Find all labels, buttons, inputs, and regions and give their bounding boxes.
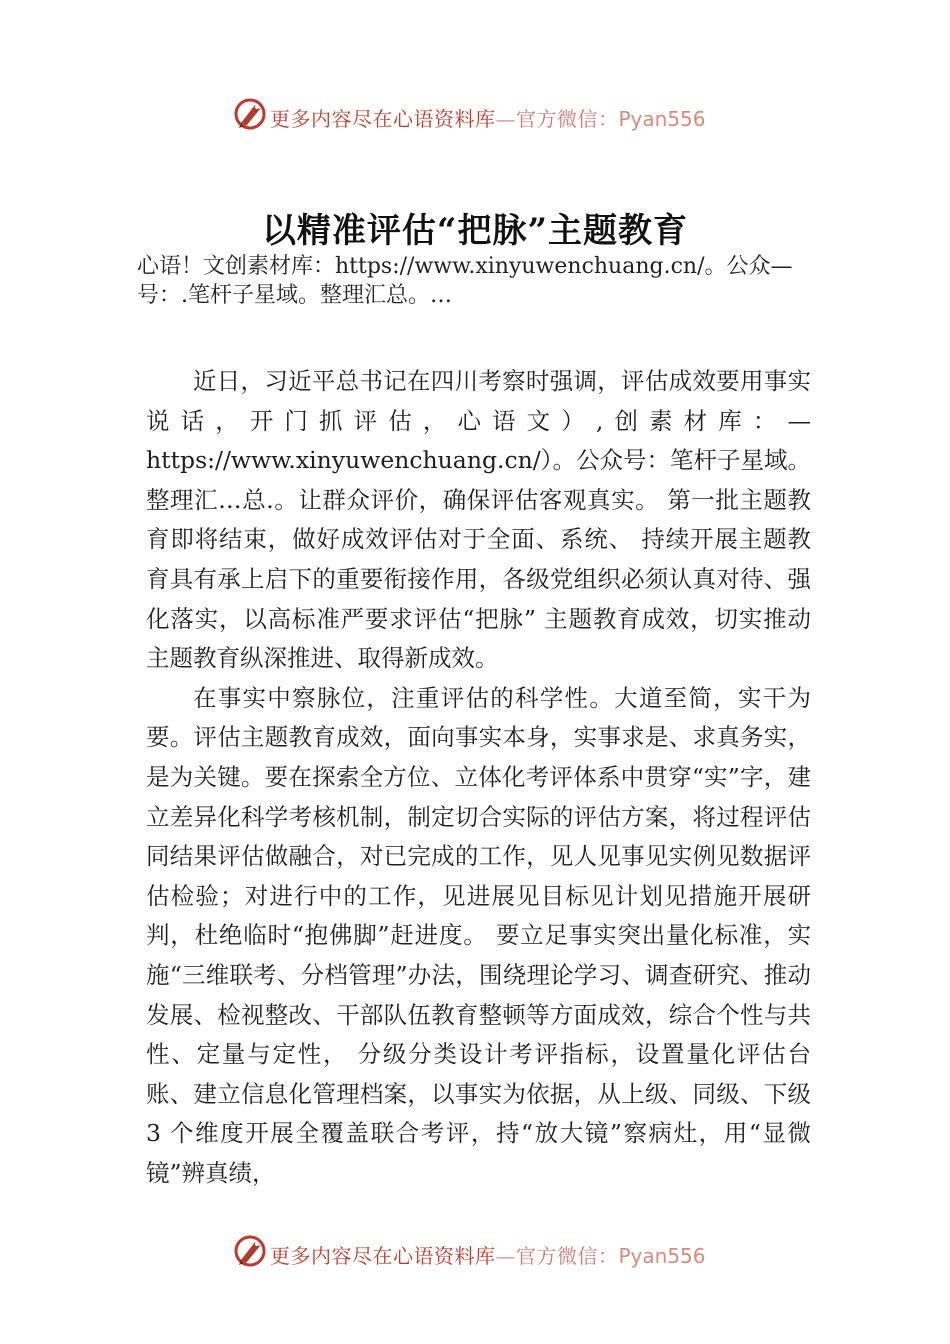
banner-dash: — [495, 1244, 516, 1268]
banner-wechat-id: Pyan556 [618, 1244, 706, 1268]
banner-text [270, 103, 706, 132]
banner-dash: — [495, 107, 516, 131]
banner-text [270, 1240, 706, 1269]
banner-wechat-label: 官方微信： [516, 1244, 619, 1268]
banner-main-text: 更多内容尽在心语资料库 [270, 1244, 496, 1268]
document-title: 以精准评估“把脉”主题教育 [261, 211, 689, 251]
banner-wechat-id: Pyan556 [618, 107, 706, 131]
footer-banner [0, 1232, 950, 1272]
pen-logo-icon [233, 97, 267, 131]
source-line: 心语！文创素材库：https://www.xinyuwenchuang.cn/。公众—号：.笔杆子星域。整理汇总。… [137, 254, 793, 308]
banner-wechat-label: 官方微信： [516, 107, 619, 131]
pen-logo-icon [233, 1234, 267, 1268]
paragraph-1: 近日，习近平总书记在四川考察时强调，评估成效要用事实说话，开门抓评估，心语文）,创素材库：—https://www.xinyuwenchuang.cn/）。公众号：笔杆子星域。整理汇…总.。让群众评价，确保评估客观真实。 第一批主题教育即将结束，做好成效评估对于全面、系统、 持续开展主题教育具有承上启下的重要衔接作用，各级党组织必须认真对待、强化落实，以高标准严要求评估“把脉” 主题教育成效，切实推动主题教育纵深推进、取得新成效。 [146, 367, 811, 673]
banner-main-text: 更多内容尽在心语资料库 [270, 107, 496, 131]
document-body [146, 362, 811, 1193]
paragraph-2: 在事实中察脉位，注重评估的科学性。大道至简，实干为要。评估主题教育成效，面向事实本身，实事求是、求真务实，是为关键。要在探索全方位、立体化考评体系中贯穿“实”字，建立差异化科学考核机制，制定切合实际的评估方案，将过程评估同结果评估做融合，对已完成的工作，见人见事见实例见数据评估检验；对进行中的工作，见进展见目标见计划见措施开展研判，杜绝临时“抱佛脚”赶进度。 要立足事实突出量化标准，实施“三维联考、分档管理”办法，围绕理论学习、调查研究、推动发展、检视整改、干部队伍教育整顿等方面成效，综合个性与共性、定量与定性， 分级分类设计考评指标，设置量化评估台账、建立信息化管理档案，以事实为依据，从上级、同级、下级 3 个维度开展全覆盖联合考评，持“放大镜”察病灶，用“显微镜”辨真绩， [146, 683, 811, 1187]
header-banner [0, 95, 950, 135]
